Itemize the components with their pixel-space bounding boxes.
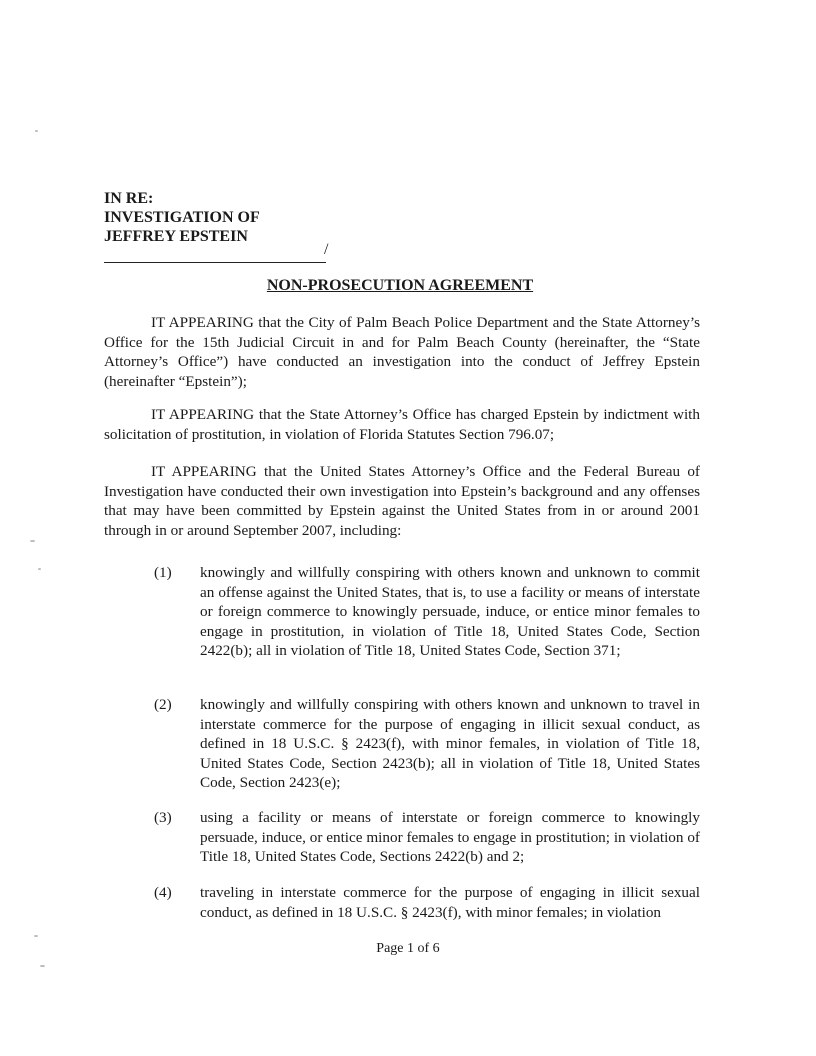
scan-speck xyxy=(30,540,35,542)
paragraph-2: IT APPEARING that the State Attorney’s Office has charged Epstein by indictment with solicitation of prostitution, in violation of Florida Statutes Section 796.07; xyxy=(104,406,700,443)
scan-speck xyxy=(38,568,41,570)
caption-underline xyxy=(104,262,326,263)
list-item-number: (3) xyxy=(154,809,172,826)
scan-speck xyxy=(34,935,38,937)
page-number: Page 1 of 6 xyxy=(376,941,440,956)
scan-speck xyxy=(35,130,38,132)
list-item-text: using a facility or means of interstate or foreign commerce to knowingly persuade, induce, or entice minor females to engage in prostitution; in violation of Title 18, United States Code, Sections 2422(b) and 2; xyxy=(200,809,700,865)
list-item-number: (1) xyxy=(154,564,172,581)
document-title: NON-PROSECUTION AGREEMENT xyxy=(266,277,534,294)
list-item-number: (2) xyxy=(154,696,172,713)
list-item-number: (4) xyxy=(154,884,172,901)
paragraph-1: IT APPEARING that the City of Palm Beach Police Department and the State Attorney’s Office for the 15th Judicial Circuit in and for Palm Beach County (hereinafter, the “State Attorney’s Office”) have conducted an investigation into the conduct of Jeffrey Epstein (hereinafter “Epstein”); xyxy=(104,314,700,390)
list-item-text: traveling in interstate commerce for the purpose of engaging in illicit sexual conduct, as defined in 18 U.S.C. § 2423(f), with minor females; in violation xyxy=(200,884,700,921)
case-caption xyxy=(104,189,260,246)
list-item-text: knowingly and willfully conspiring with others known and unknown to travel in interstate commerce for the purpose of engaging in illicit sexual conduct, as defined in 18 U.S.C. § 2423(f), with minor females, in violation of Title 18, United States Code, Section 2423(b); all in violation of Title 18, United States Code, Section 2423(e); xyxy=(200,696,700,791)
paragraph-3: IT APPEARING that the United States Attorney’s Office and the Federal Bureau of Investigation have conducted their own investigation into Epstein’s background and any offenses that may have been committed by Epstein against the United States from in or around 2001 through in or around September 2007, including: xyxy=(104,463,700,539)
caption-line-investigation: INVESTIGATION OF xyxy=(104,209,260,226)
scan-speck xyxy=(40,965,45,967)
caption-slash: / xyxy=(324,241,329,258)
list-item-text: knowingly and willfully conspiring with others known and unknown to commit an offense against the United States, that is, to use a facility or means of interstate or foreign commerce to knowingly persuade, induce, or entice minor females to engage in prostitution, in violation of Title 18, United States Code, Section 2422(b); all in violation of Title 18, United States Code, Section 371; xyxy=(200,564,700,659)
caption-line-in-re: IN RE: xyxy=(104,190,154,207)
caption-line-name: JEFFREY EPSTEIN xyxy=(104,228,248,245)
